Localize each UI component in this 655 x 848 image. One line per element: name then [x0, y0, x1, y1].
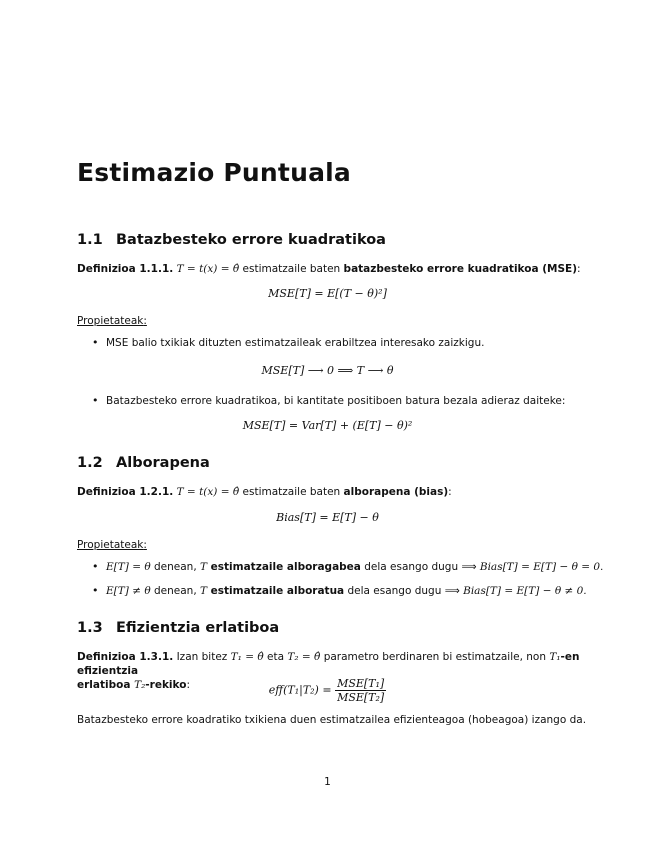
definition-math: T = t(x) = θ̂ — [176, 263, 240, 275]
section-number: 1.2 — [77, 455, 103, 471]
bullet-math: E[T] ≠ θ — [106, 585, 151, 597]
equation-efficiency — [0, 677, 655, 704]
bullet-text — [92, 561, 603, 573]
definition-text: Izan bitez — [173, 651, 231, 663]
bullet-item — [92, 585, 587, 597]
definition-text: parametro berdinaren bi estimatzaile, non — [320, 651, 550, 663]
section-title: Alborapena — [116, 455, 210, 471]
bullet-math: Bias[T] = E[T] − θ = 0. — [479, 561, 604, 573]
definition-end: : — [448, 486, 452, 498]
bullet-item — [92, 337, 484, 349]
definition-label: Definizioa 1.1.1. — [77, 263, 174, 275]
closing-paragraph: Batazbesteko errore koadratiko txikiena duen estimatzailea efizienteagoa (hobeagoa) izango da. — [77, 714, 587, 726]
equation-lhs: eff(T₁|T₂) = — [268, 683, 336, 697]
definition-text: estimatzaile baten — [239, 263, 344, 275]
definition-math: T = t(x) = θ̂ — [176, 486, 240, 498]
definition-label: Definizioa 1.2.1. — [77, 486, 174, 498]
equation-mse: MSE[T] = E[(T − θ)²] — [268, 287, 387, 300]
definition-1-2-1 — [77, 485, 452, 499]
definition-math: T₂ — [134, 679, 146, 691]
section-number: 1.3 — [77, 620, 103, 636]
bullet-text — [92, 585, 587, 597]
bullet-text: MSE balio txikiak dituzten estimatzaileak erabiltzea interesako zaizkigu. — [106, 337, 485, 349]
fraction-denominator: MSE[T₂] — [337, 691, 385, 704]
definition-label: Definizioa 1.3.1. — [77, 651, 174, 663]
bullet-item — [92, 395, 565, 407]
definition-end: : — [186, 679, 190, 691]
definition-term: -en efizientzia — [77, 651, 580, 677]
definition-term: batazbesteko errore kuadratikoa (MSE) — [343, 263, 577, 275]
bullet-math: E[T] = θ — [106, 561, 151, 573]
section-heading-1-2 — [77, 455, 210, 471]
section-number: 1.1 — [77, 232, 103, 248]
section-heading-1-3 — [77, 620, 279, 636]
definition-end: : — [577, 263, 581, 275]
bullet-fragment: denean, — [150, 585, 200, 597]
definition-math: T₁ = θ̂ — [230, 651, 264, 663]
bullet-math: T — [200, 585, 208, 597]
section-heading-1-1 — [77, 232, 386, 248]
page-number: 1 — [324, 776, 331, 788]
bullet-math: T — [200, 561, 208, 573]
section-title: Efizientzia erlatiboa — [116, 620, 280, 636]
bullet-fragment: dela esango dugu ⟹ — [344, 585, 464, 597]
equation-bias: Bias[T] = E[T] − θ — [276, 511, 379, 524]
bullet-term: estimatzaile alboratua — [207, 585, 345, 597]
definition-term: erlatiboa — [77, 679, 135, 691]
definition-text: estimatzaile baten — [239, 486, 344, 498]
section-title: Batazbesteko errore kuadratikoa — [116, 232, 386, 248]
definition-term: alborapena (bias) — [343, 486, 449, 498]
definition-math: T₁ — [549, 651, 561, 663]
definition-term: -rekiko — [145, 679, 187, 691]
bullet-item — [92, 561, 603, 573]
fraction-numerator: MSE[T₁] — [337, 677, 385, 690]
bullet-fragment: denean, — [150, 561, 200, 573]
properties-text: Propietateak — [77, 315, 144, 327]
definition-1-1-1 — [77, 262, 581, 276]
bullet-fragment: dela esango dugu ⟹ — [360, 561, 480, 573]
properties-label: Propietateak: — [77, 315, 147, 327]
bullet-text: Batazbesteko errore kuadratikoa, bi kantitate positiboen batura bezala adieraz daiteke: — [106, 395, 566, 407]
equation-mse-limit: MSE[T] ⟶ 0 ⟹ T ⟶ θ — [261, 364, 394, 377]
bullet-term: estimatzaile alboragabea — [207, 561, 361, 573]
properties-text: Propietateak — [77, 539, 144, 551]
chapter-title: Estimazio Puntuala — [77, 158, 351, 187]
properties-label: Propietateak: — [77, 539, 147, 551]
equation-fraction — [335, 677, 386, 704]
definition-math: T₂ = θ̂ — [287, 651, 321, 663]
equation-mse-decomposition: MSE[T] = Var[T] + (E[T] − θ)² — [242, 419, 413, 432]
bullet-math: Bias[T] = E[T] − θ ≠ 0. — [463, 585, 587, 597]
definition-text: eta — [263, 651, 288, 663]
